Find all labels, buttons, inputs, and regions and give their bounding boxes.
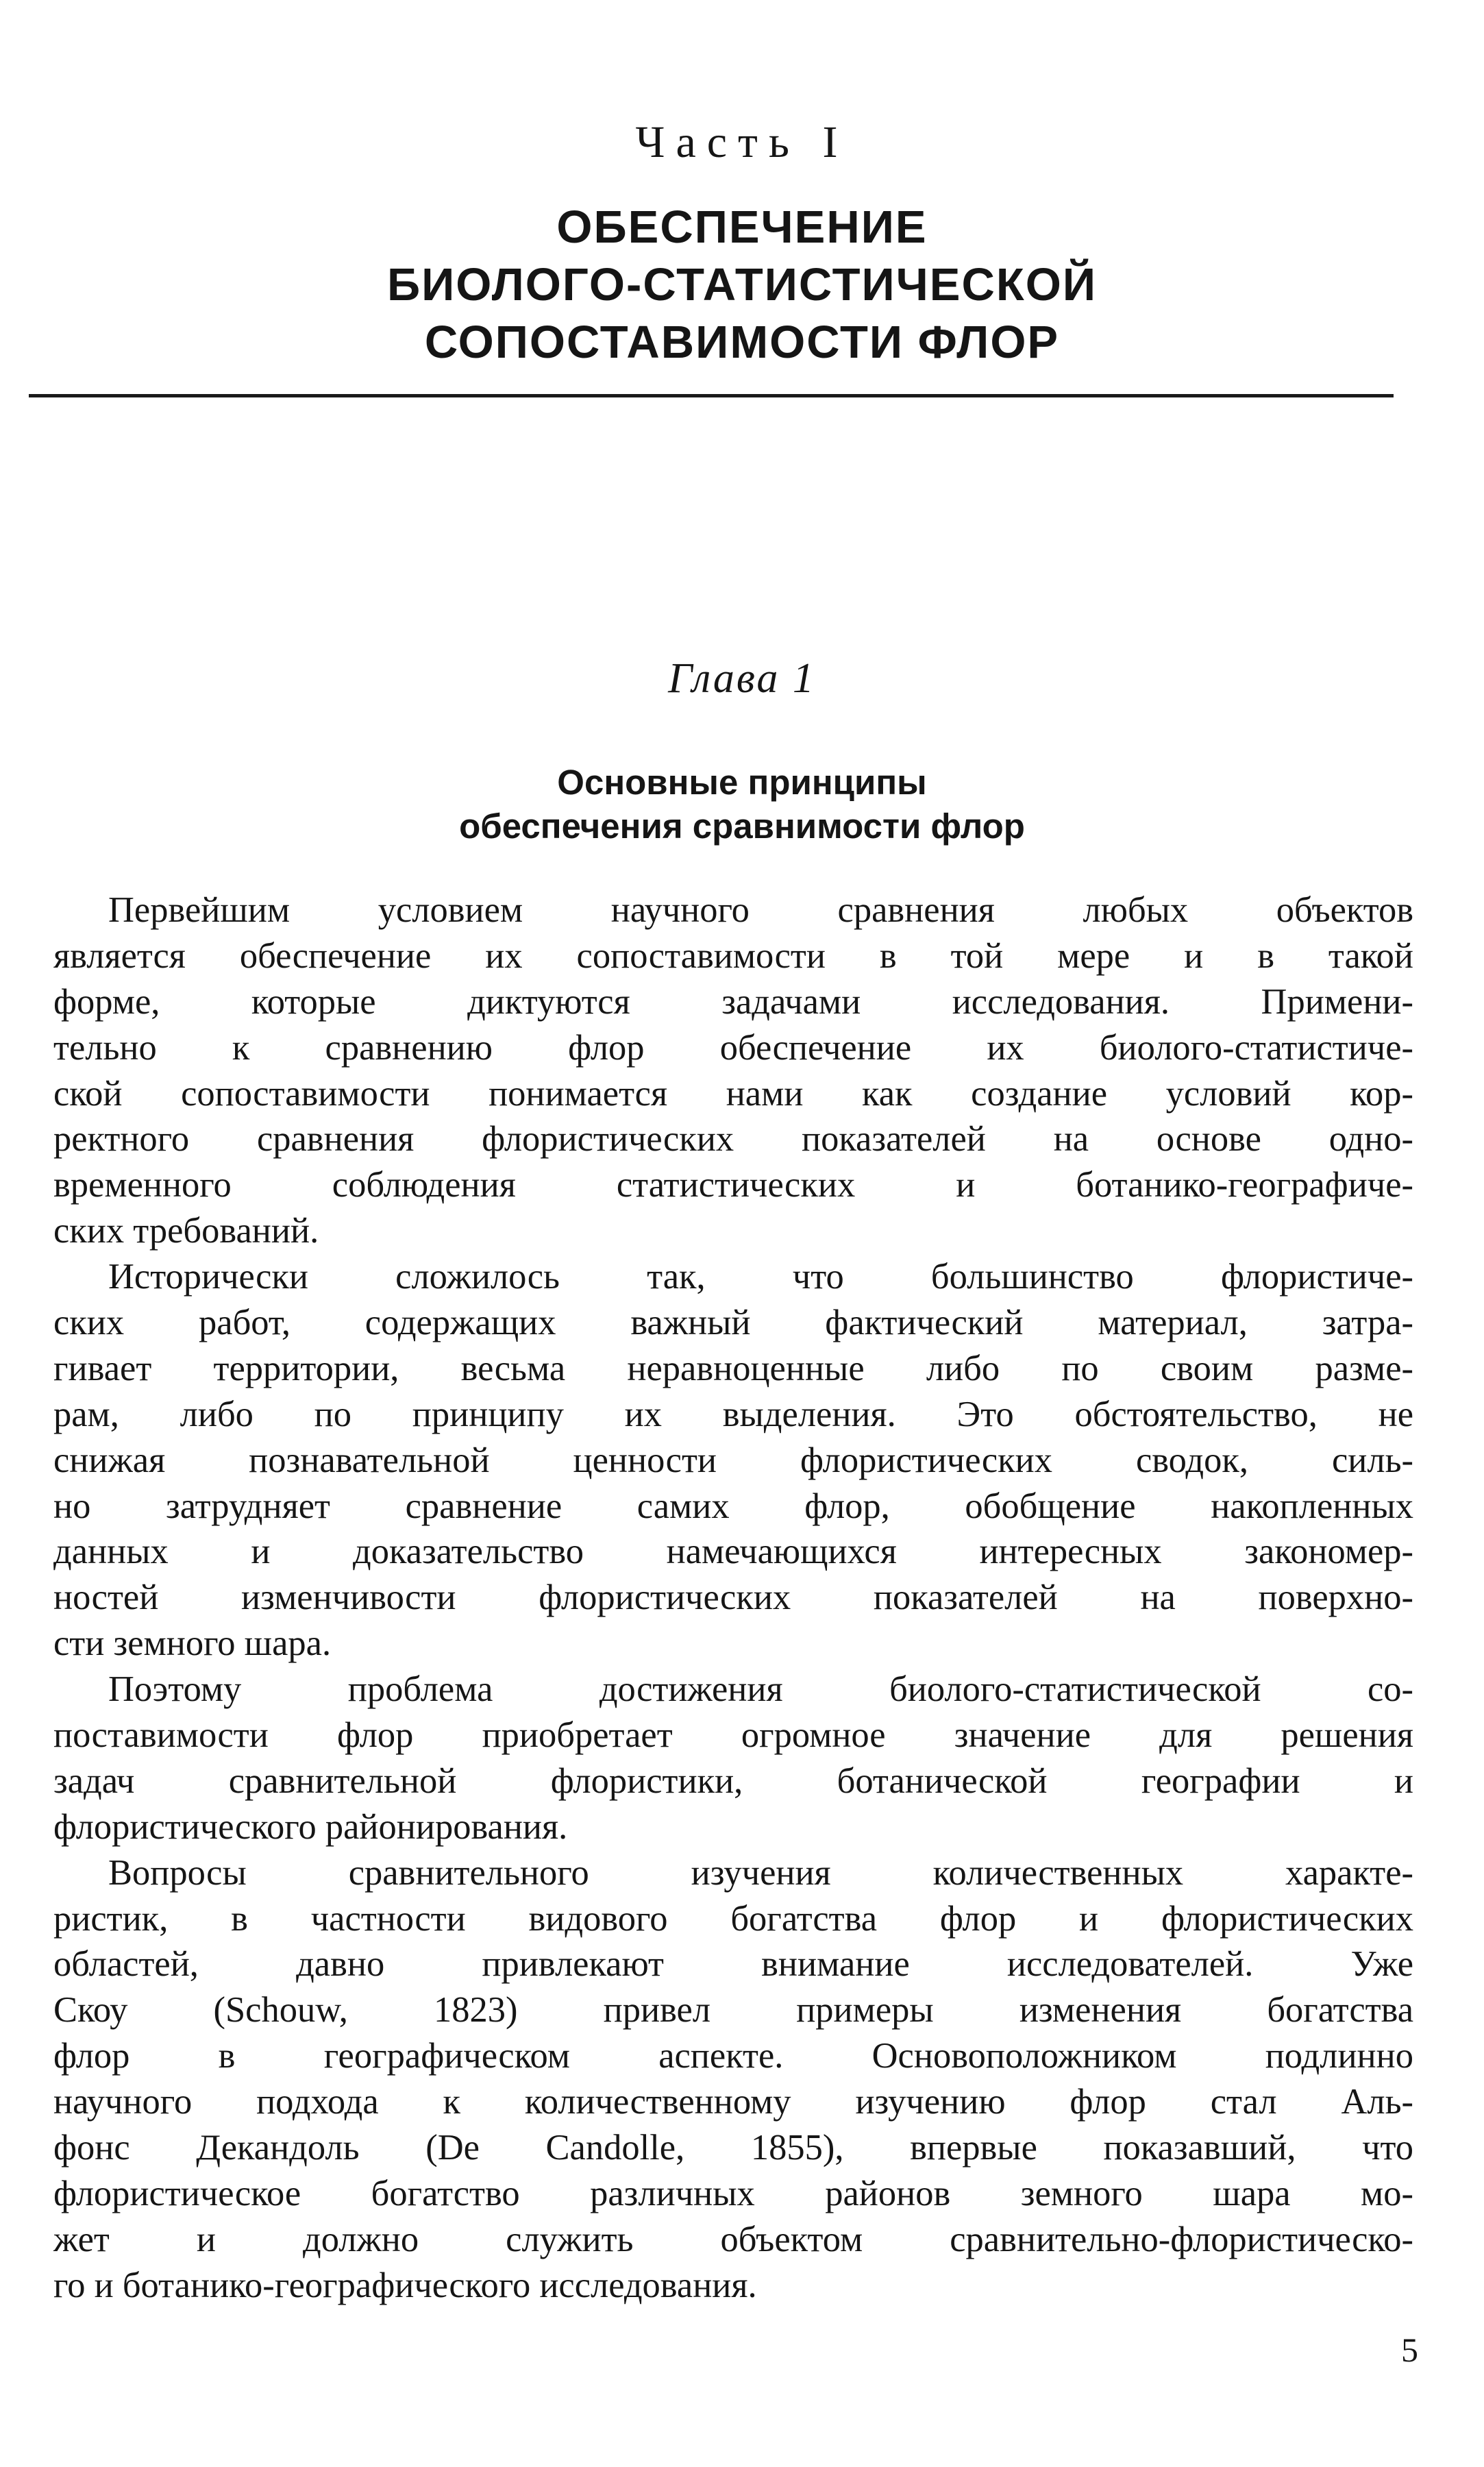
- section-divider: [29, 394, 1394, 397]
- text-line: жет и должно служить объектом сравнительно-флористическо-: [53, 2219, 1413, 2259]
- text-line: ских работ, содержащих важный фактический материал, затра-: [53, 1303, 1413, 1343]
- text-line: фонс Декандоль (De Candolle, 1855), впервые показавший, что: [53, 2128, 1413, 2168]
- chapter-title-line: Основные принципы: [557, 763, 927, 802]
- text-line: гивает территории, весьма неравноценные либо по своим разме-: [53, 1348, 1413, 1388]
- text-line: научного подхода к количественному изучению флор стал Аль-: [53, 2082, 1413, 2122]
- text-line: ской сопоставимости понимается нами как создание условий кор-: [53, 1073, 1413, 1114]
- text-line: флор в географическом аспекте. Основоположником подлинно: [53, 2036, 1413, 2076]
- text-line: тельно к сравнению флор обеспечение их биолого-статистиче-: [53, 1027, 1413, 1068]
- part-title: [0, 199, 1484, 371]
- part-title-line: СОПОСТАВИМОСТИ ФЛОР: [424, 317, 1060, 368]
- chapter-title-line: обеспечения сравнимости флор: [459, 807, 1025, 846]
- text-line: но затрудняет сравнение самих флор, обобщение накопленных: [53, 1486, 1413, 1526]
- text-line: Поэтому проблема достижения биолого-статистической со-: [108, 1669, 1413, 1710]
- part-title-line: БИОЛОГО-СТАТИСТИЧЕСКОЙ: [386, 259, 1098, 310]
- text-line: ристик, в частности видового богатства флор и флористических: [53, 1898, 1413, 1939]
- paragraph: [53, 1667, 1413, 1850]
- paragraph: [53, 1850, 1413, 2309]
- text-line: снижая познавательной ценности флористических сводок, силь-: [53, 1440, 1413, 1480]
- text-line: го и ботанико-географического исследования.: [53, 2265, 757, 2305]
- text-line: флористического районирования.: [53, 1806, 568, 1847]
- part-title-line: ОБЕСПЕЧЕНИЕ: [556, 201, 928, 253]
- part-label: Часть I: [635, 117, 849, 167]
- text-line: Первейшим условием научного сравнения любых объектов: [108, 890, 1413, 930]
- text-line: сти земного шара.: [53, 1623, 332, 1664]
- text-line: является обеспечение их сопоставимости в той мере и в такой: [53, 935, 1413, 976]
- text-line: временного соблюдения статистических и ботанико-географиче-: [53, 1165, 1413, 1205]
- text-line: ностей изменчивости флористических показателей на поверхно-: [53, 1578, 1413, 1618]
- text-line: областей, давно привлекают внимание исследователей. Уже: [53, 1944, 1413, 1985]
- text-line: Скоу (Schouw, 1823) привел примеры изменения богатства: [53, 1990, 1413, 2030]
- text-line: данных и доказательство намечающихся интересных закономер-: [53, 1532, 1413, 1572]
- text-line: ректного сравнения флористических показателей на основе одно-: [53, 1119, 1413, 1159]
- text-line: флористическое богатство различных районов земного шара мо-: [53, 2173, 1413, 2213]
- chapter-label: Глава 1: [668, 655, 816, 702]
- chapter-title: [0, 761, 1484, 848]
- text-line: задач сравнительной флористики, ботанической географии и: [53, 1760, 1413, 1801]
- text-line: поставимости флор приобретает огромное значение для решения: [53, 1715, 1413, 1756]
- page-number: 5: [1401, 2331, 1418, 2369]
- text-line: Исторически сложилось так, что большинство флористиче-: [108, 1257, 1413, 1297]
- text-line: Вопросы сравнительного изучения количественных характе-: [108, 1852, 1413, 1893]
- paragraph: [53, 1254, 1413, 1667]
- body-text: [53, 887, 1413, 2309]
- text-line: ских требований.: [53, 1211, 319, 1251]
- paragraph: [53, 887, 1413, 1254]
- text-line: форме, которые диктуются задачами исследования. Примени-: [53, 981, 1413, 1022]
- text-line: рам, либо по принципу их выделения. Это обстоятельство, не: [53, 1394, 1413, 1434]
